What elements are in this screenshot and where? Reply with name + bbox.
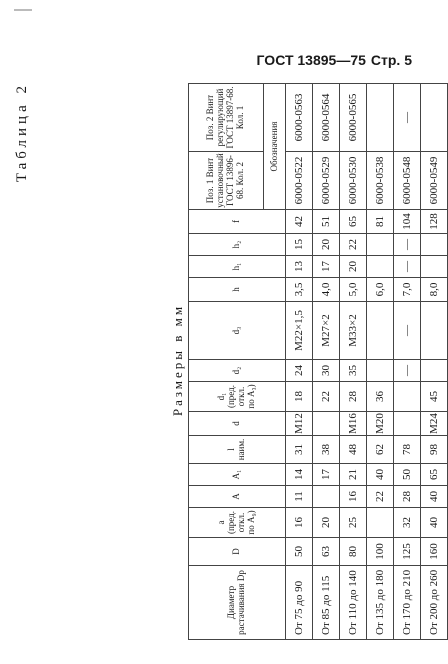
standard-number: ГОСТ 13895—75 xyxy=(256,52,366,68)
cell-h: 8,0 xyxy=(421,278,448,302)
cell-h1: 20 xyxy=(340,256,367,278)
col-f: f xyxy=(189,210,286,234)
cell-d2: — xyxy=(394,360,421,382)
cell-a: 20 xyxy=(313,508,340,538)
cell-d3: — xyxy=(394,302,421,360)
rotated-table-area xyxy=(10,80,440,640)
cell-A1: 17 xyxy=(313,464,340,486)
cell-D: 100 xyxy=(367,538,394,566)
cell-dp: От 135 до 180 xyxy=(367,566,394,640)
cell-h2: 20 xyxy=(313,234,340,256)
cell-dp: От 75 до 90 xyxy=(286,566,313,640)
cell-A1: 14 xyxy=(286,464,313,486)
cell-d2 xyxy=(421,360,448,382)
col-D: D xyxy=(189,538,286,566)
cell-h1: — xyxy=(394,256,421,278)
cell-f: 42 xyxy=(286,210,313,234)
col-a: a (пред. откл. по A₉) xyxy=(189,508,286,538)
cell-D: 50 xyxy=(286,538,313,566)
cell-l: 38 xyxy=(313,436,340,464)
col-h2: h₂ xyxy=(189,234,286,256)
cell-dp: От 170 до 210 xyxy=(394,566,421,640)
table-title: Таблица 2 xyxy=(14,82,30,183)
table-row xyxy=(367,84,394,640)
cell-f: 81 xyxy=(367,210,394,234)
col-h1: h₁ xyxy=(189,256,286,278)
col-d2: d₂ xyxy=(189,360,286,382)
cell-h2 xyxy=(367,234,394,256)
cell-pos1: 6000-0549 xyxy=(421,152,448,210)
cell-h: 7,0 xyxy=(394,278,421,302)
cell-A: 11 xyxy=(286,486,313,508)
corner-mark xyxy=(14,9,32,11)
table-row xyxy=(421,84,448,640)
cell-pos2 xyxy=(421,84,448,152)
cell-D: 63 xyxy=(313,538,340,566)
cell-A: 16 xyxy=(340,486,367,508)
cell-a xyxy=(367,508,394,538)
cell-d1: 18 xyxy=(286,382,313,412)
cell-d3: М22×1,5 xyxy=(286,302,313,360)
cell-d2: 35 xyxy=(340,360,367,382)
cell-A: 40 xyxy=(421,486,448,508)
cell-D: 125 xyxy=(394,538,421,566)
cell-a: 32 xyxy=(394,508,421,538)
cell-A: 28 xyxy=(394,486,421,508)
table-row xyxy=(313,84,340,640)
cell-dp: От 110 до 140 xyxy=(340,566,367,640)
cell-a: 40 xyxy=(421,508,448,538)
cell-d2: 30 xyxy=(313,360,340,382)
cell-f: 51 xyxy=(313,210,340,234)
cell-h1: 17 xyxy=(313,256,340,278)
cell-h2: 15 xyxy=(286,234,313,256)
cell-h1: 13 xyxy=(286,256,313,278)
cell-d: М16 xyxy=(340,412,367,436)
cell-pos2: 6000-0565 xyxy=(340,84,367,152)
col-designation: Обозначения xyxy=(264,84,286,210)
table-row xyxy=(340,84,367,640)
cell-h1 xyxy=(421,256,448,278)
cell-D: 80 xyxy=(340,538,367,566)
dimensions-table xyxy=(188,83,448,640)
cell-A1: 65 xyxy=(421,464,448,486)
cell-h: 4,0 xyxy=(313,278,340,302)
cell-d3: М33×2 xyxy=(340,302,367,360)
cell-d: М20 xyxy=(367,412,394,436)
col-pos1: Поз. 1 Винт установочный ГОСТ 13896-68. Кол. 2 xyxy=(189,152,264,210)
cell-h1 xyxy=(367,256,394,278)
page-number: Стр. 5 xyxy=(370,52,412,68)
cell-A1: 40 xyxy=(367,464,394,486)
cell-d1 xyxy=(394,382,421,412)
cell-A xyxy=(313,486,340,508)
cell-pos1: 6000-0548 xyxy=(394,152,421,210)
cell-d2 xyxy=(367,360,394,382)
col-pos2: Поз. 2 Винт регулирующий ГОСТ 13897-68. Кол. 1 xyxy=(189,84,264,152)
units-label: Размеры в мм xyxy=(170,303,185,417)
cell-A1: 50 xyxy=(394,464,421,486)
cell-A1: 21 xyxy=(340,464,367,486)
cell-D: 160 xyxy=(421,538,448,566)
col-d: d xyxy=(189,412,286,436)
cell-pos2: 6000-0564 xyxy=(313,84,340,152)
cell-pos1: 6000-0529 xyxy=(313,152,340,210)
cell-f: 128 xyxy=(421,210,448,234)
cell-d1: 45 xyxy=(421,382,448,412)
cell-A: 22 xyxy=(367,486,394,508)
col-A: A xyxy=(189,486,286,508)
cell-pos1: 6000-0530 xyxy=(340,152,367,210)
cell-d2: 24 xyxy=(286,360,313,382)
cell-pos2: 6000-0563 xyxy=(286,84,313,152)
cell-d: М24 xyxy=(421,412,448,436)
table-row xyxy=(286,84,313,640)
col-A1: A₁ xyxy=(189,464,286,486)
cell-l: 78 xyxy=(394,436,421,464)
cell-d1: 28 xyxy=(340,382,367,412)
cell-pos2: — xyxy=(394,84,421,152)
col-h: h xyxy=(189,278,286,302)
cell-h: 3,5 xyxy=(286,278,313,302)
col-l: l наим. xyxy=(189,436,286,464)
cell-f: 104 xyxy=(394,210,421,234)
col-diameter: Диаметр растачивания Dр xyxy=(189,566,286,640)
cell-pos1: 6000-0522 xyxy=(286,152,313,210)
cell-h2: 22 xyxy=(340,234,367,256)
cell-l: 31 xyxy=(286,436,313,464)
cell-l: 62 xyxy=(367,436,394,464)
page-header xyxy=(0,50,422,70)
cell-d3 xyxy=(367,302,394,360)
cell-h: 6,0 xyxy=(367,278,394,302)
cell-d1: 22 xyxy=(313,382,340,412)
cell-d xyxy=(394,412,421,436)
cell-d3 xyxy=(421,302,448,360)
cell-d: М12 xyxy=(286,412,313,436)
cell-l: 98 xyxy=(421,436,448,464)
cell-f: 65 xyxy=(340,210,367,234)
cell-dp: От 200 до 260 xyxy=(421,566,448,640)
cell-h: 5,0 xyxy=(340,278,367,302)
cell-d1: 36 xyxy=(367,382,394,412)
cell-a: 16 xyxy=(286,508,313,538)
col-d3: d₃ xyxy=(189,302,286,360)
cell-h2: — xyxy=(394,234,421,256)
cell-dp: От 85 до 115 xyxy=(313,566,340,640)
cell-pos2 xyxy=(367,84,394,152)
cell-d3: М27×2 xyxy=(313,302,340,360)
col-d1: d₁ (пред. откл. по A₃) xyxy=(189,382,286,412)
table-row xyxy=(394,84,421,640)
cell-l: 48 xyxy=(340,436,367,464)
cell-d xyxy=(313,412,340,436)
cell-pos1: 6000-0538 xyxy=(367,152,394,210)
cell-a: 25 xyxy=(340,508,367,538)
cell-h2 xyxy=(421,234,448,256)
